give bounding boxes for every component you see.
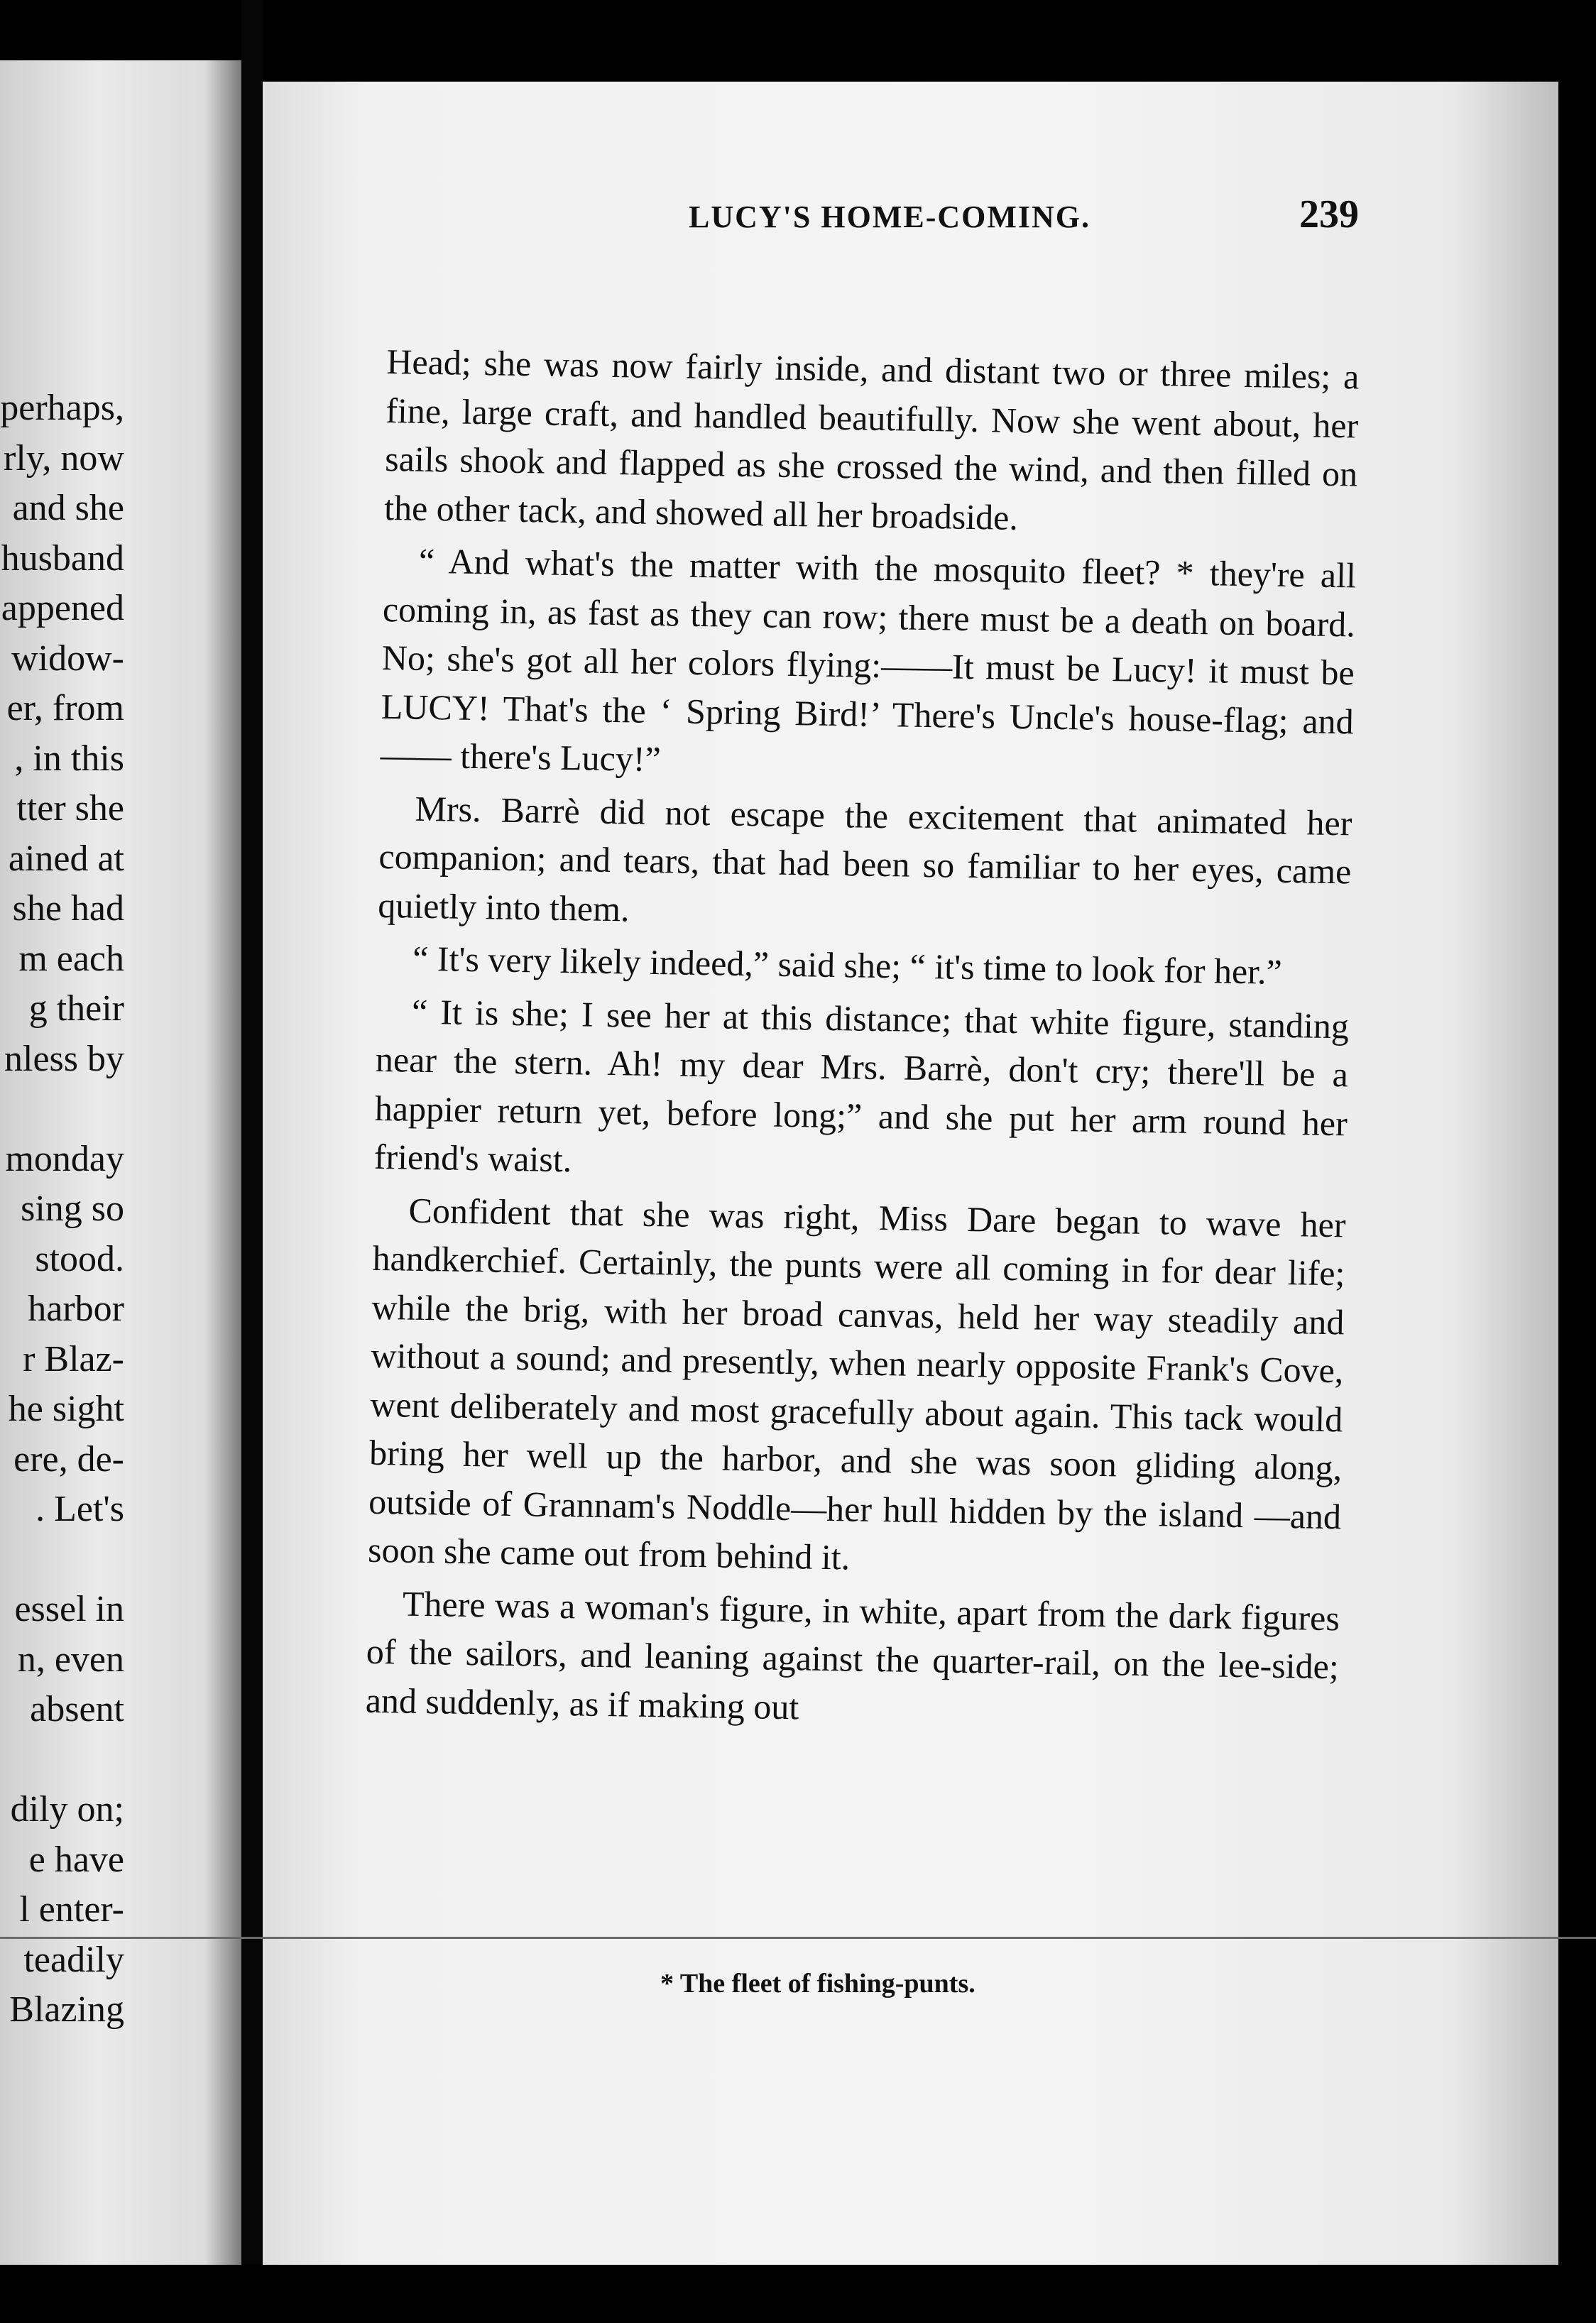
left-page-line: he sight <box>8 1389 124 1429</box>
book-gutter <box>241 0 263 2323</box>
footnote: * The fleet of fishing-punts. <box>660 1969 975 1999</box>
page-body <box>365 337 1360 1744</box>
footnote-rule <box>0 1937 1596 1939</box>
left-page-line: Blazing <box>9 1989 124 2030</box>
left-page-line: sing so <box>21 1188 124 1229</box>
left-page-line: ere, de- <box>13 1438 124 1480</box>
left-page-text <box>0 383 124 2035</box>
paragraph: Mrs. Barrè did not escape the excitement that animated her companion; and tears, that had been so familiar to her eyes, came quietly into them. <box>378 788 1352 929</box>
paragraph: Head; she was now fairly inside, and distant two or three miles; a fine, large craft, and handled beautifully. Now she went about, her sails shook and flapped as she crossed the wind, and then filled on the other tack, and showed all her broadside. <box>383 341 1360 537</box>
left-page-line: she had <box>12 888 124 929</box>
left-page-line: dily on; <box>10 1789 124 1830</box>
left-page-line: widow- <box>11 638 124 679</box>
left-page-line: and she <box>12 488 124 528</box>
left-page-line: nless by <box>4 1038 124 1079</box>
left-page-line: r Blaz- <box>23 1338 124 1379</box>
left-page-line: l enter- <box>19 1889 124 1930</box>
page-number: 239 <box>1299 192 1359 236</box>
left-page-line: teadily <box>23 1939 124 1980</box>
page-header <box>398 192 1363 256</box>
left-page-line: tter she <box>16 788 124 829</box>
left-page-line <box>0 1535 124 1585</box>
left-page-line: g their <box>28 988 124 1029</box>
left-page-line: e have <box>28 1839 124 1880</box>
left-page-line: essel in <box>14 1589 124 1629</box>
left-page-line: monday <box>5 1138 124 1179</box>
left-page-line: rly, now <box>4 437 124 479</box>
paragraph: Confident that she was right, Miss Dare began to wave her handkerchief. Certainly, the punts were all coming in for dear life; while the brig, with her broad canvas, held her way steadily and without a sound; and presently, when nearly opposite Frank's Cove, went deliberately and most gracefully about again. This tack would bring her well up the harbor, and she was soon gliding along, outside of Grannam's Noddle—her hull hidden by the island —and soon she came out from behind it. <box>367 1190 1346 1578</box>
scan-border <box>0 2265 1596 2323</box>
left-page-line: m each <box>18 938 124 979</box>
paragraph: “ It's very likely indeed,” said she; “ it's time to look for her.” <box>412 938 1283 992</box>
left-page-line: absent <box>30 1689 124 1729</box>
left-page-line: , in this <box>14 738 124 779</box>
paragraph: “ It is she; I see her at this distance; that white figure, standing near the stern. Ah! my dear Mrs. Barrè, don't cry; there'll be a happier return yet, before long;” and she put her arm round her friend's waist. <box>373 991 1350 1180</box>
left-page-line: . Let's <box>35 1489 124 1529</box>
left-page-line: n, even <box>17 1639 124 1680</box>
left-page-line: appened <box>1 588 124 628</box>
paragraph: There was a woman's figure, in white, apart from the dark figures of the sailors, and leaning against the quarter-rail, on the lee-side; and suddenly, as if making out <box>365 1583 1340 1727</box>
left-page-line: husband <box>1 537 124 579</box>
running-head: LUCY'S HOME-COMING. <box>689 199 1091 234</box>
left-page-line: perhaps, <box>0 388 124 428</box>
left-page-line: stood. <box>35 1238 124 1279</box>
left-page-line: er, from <box>6 688 124 728</box>
left-page-line: ained at <box>8 838 124 879</box>
paragraph: “ And what's the matter with the mosquito fleet? * they're all coming in, as fast as they can row; there must be a death on board. No; she's got all her colors flying:——It must be Lucy! it must be LUCY! That's the ‘ Spring Bird!’ There's Uncle's house-flag; and—— there's Lucy!” <box>380 540 1357 780</box>
left-page-line <box>0 1735 124 1786</box>
left-page-line <box>0 1084 124 1135</box>
left-page-fragment <box>0 60 241 2290</box>
left-page-line: harbor <box>28 1289 124 1329</box>
